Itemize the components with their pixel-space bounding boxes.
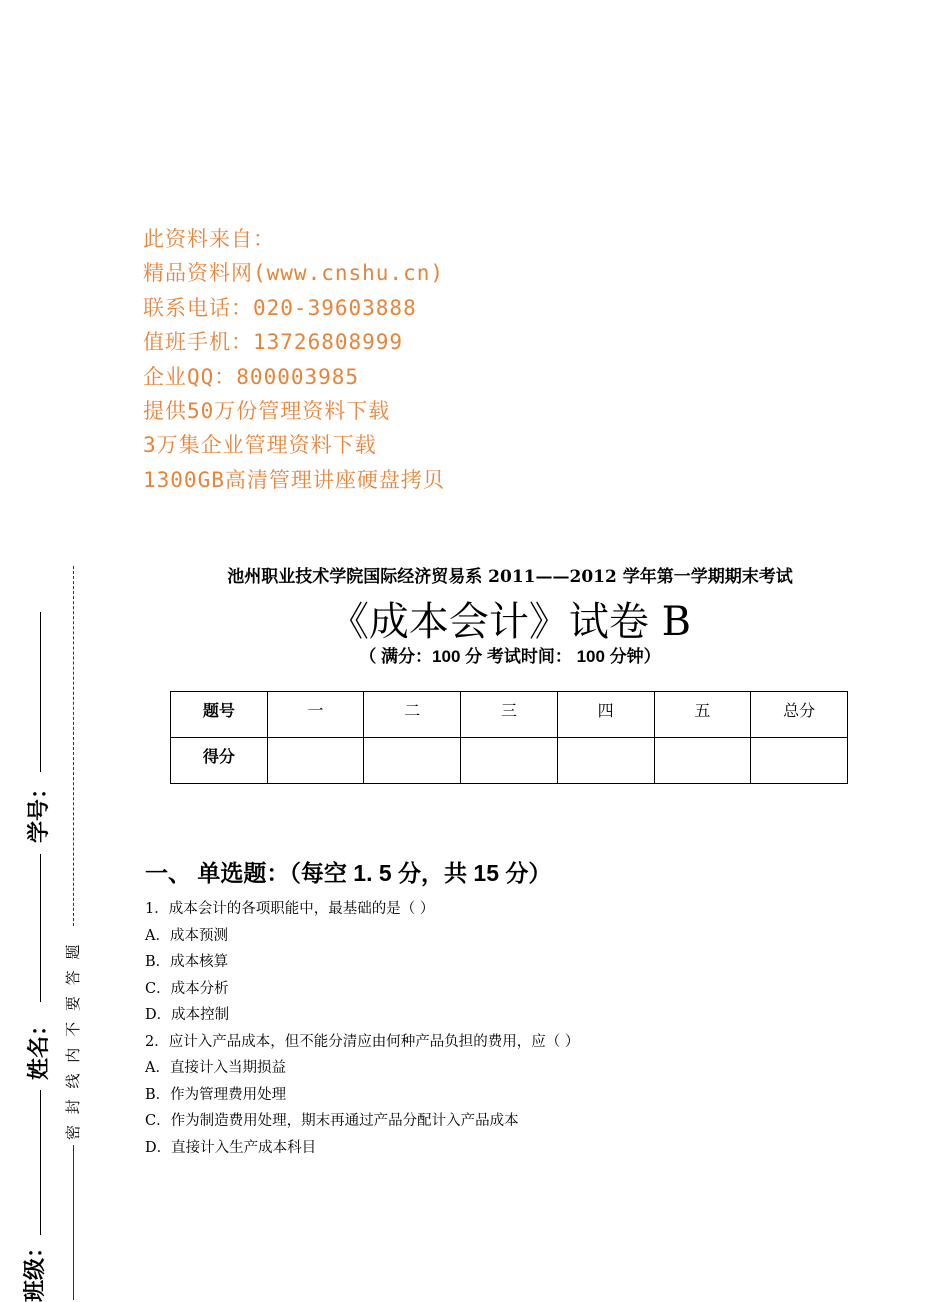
table-cell: 总分 [751, 692, 848, 738]
option-line: B．成本核算 [145, 954, 229, 970]
seal-dashed-line [73, 566, 74, 926]
student-id-label: 学号： [26, 776, 51, 843]
department-heading: 池州职业技术学院国际经济贸易系 2011——2012 学年第一学期期末考试 [227, 567, 793, 587]
promo-line: 此资料来自： [143, 227, 275, 251]
table-cell: 四 [557, 692, 654, 738]
score-input-cell[interactable] [461, 738, 558, 784]
table-cell: 三 [461, 692, 558, 738]
question-line: 2．应计入产品成本，但不能分清应由何种产品负担的费用，应（ ） [145, 1033, 580, 1050]
question-line: 1．成本会计的各项职能中，最基础的是（ ） [145, 901, 435, 917]
score-input-cell[interactable] [557, 738, 654, 784]
promo-line: 值班手机：13726808999 [143, 330, 404, 355]
option-line: C．作为制造费用处理，期末再通过产品分配计入产品成本 [145, 1113, 519, 1129]
class-label: 班级： [22, 1235, 47, 1302]
student-id-line [40, 612, 41, 772]
table-cell: 二 [364, 692, 461, 738]
score-input-cell[interactable] [364, 738, 461, 784]
section-heading: 一、 单选题：（每空 1. 5 分，共 15 分） [145, 860, 552, 886]
option-line: C．成本分析 [145, 980, 229, 997]
option-line: B．作为管理费用处理 [145, 1086, 287, 1103]
promo-line: 企业QQ：800003985 [143, 364, 360, 389]
option-line: A．成本预测 [145, 927, 228, 944]
promo-line: 精品资料网(www.cnshu.cn) [143, 261, 445, 286]
table-row [171, 738, 848, 784]
option-line: D．成本控制 [145, 1007, 230, 1023]
table-cell: 五 [654, 692, 751, 738]
table-row [171, 692, 848, 738]
exam-info: （ 满分：100 分 考试时间： 100 分钟） [359, 647, 661, 666]
question-list [145, 896, 579, 1161]
class-line [40, 1090, 41, 1235]
name-line [40, 854, 41, 1002]
promo-line: 1300GB高清管理讲座硬盘拷贝 [143, 467, 445, 492]
seal-solid-line [73, 1145, 74, 1300]
score-input-cell[interactable] [654, 738, 751, 784]
promo-line: 提供50万份管理资料下载 [143, 398, 391, 423]
name-label: 姓名： [26, 1013, 51, 1080]
table-cell: 得分 [171, 738, 268, 784]
score-table [170, 691, 848, 784]
promo-block [143, 222, 445, 497]
table-cell: 题号 [171, 692, 268, 738]
option-line: A．直接计入当期损益 [145, 1060, 286, 1076]
seal-note: 密 封 线 内 不 要 答 题 [64, 941, 82, 1140]
option-line: D．直接计入生产成本科目 [145, 1139, 317, 1156]
score-input-cell[interactable] [751, 738, 848, 784]
promo-line: 联系电话：020-39603888 [143, 295, 417, 320]
promo-line: 3万集企业管理资料下载 [143, 433, 377, 458]
exam-title: 《成本会计》试卷 B [328, 599, 692, 645]
score-input-cell[interactable] [267, 738, 364, 784]
table-cell: 一 [267, 692, 364, 738]
